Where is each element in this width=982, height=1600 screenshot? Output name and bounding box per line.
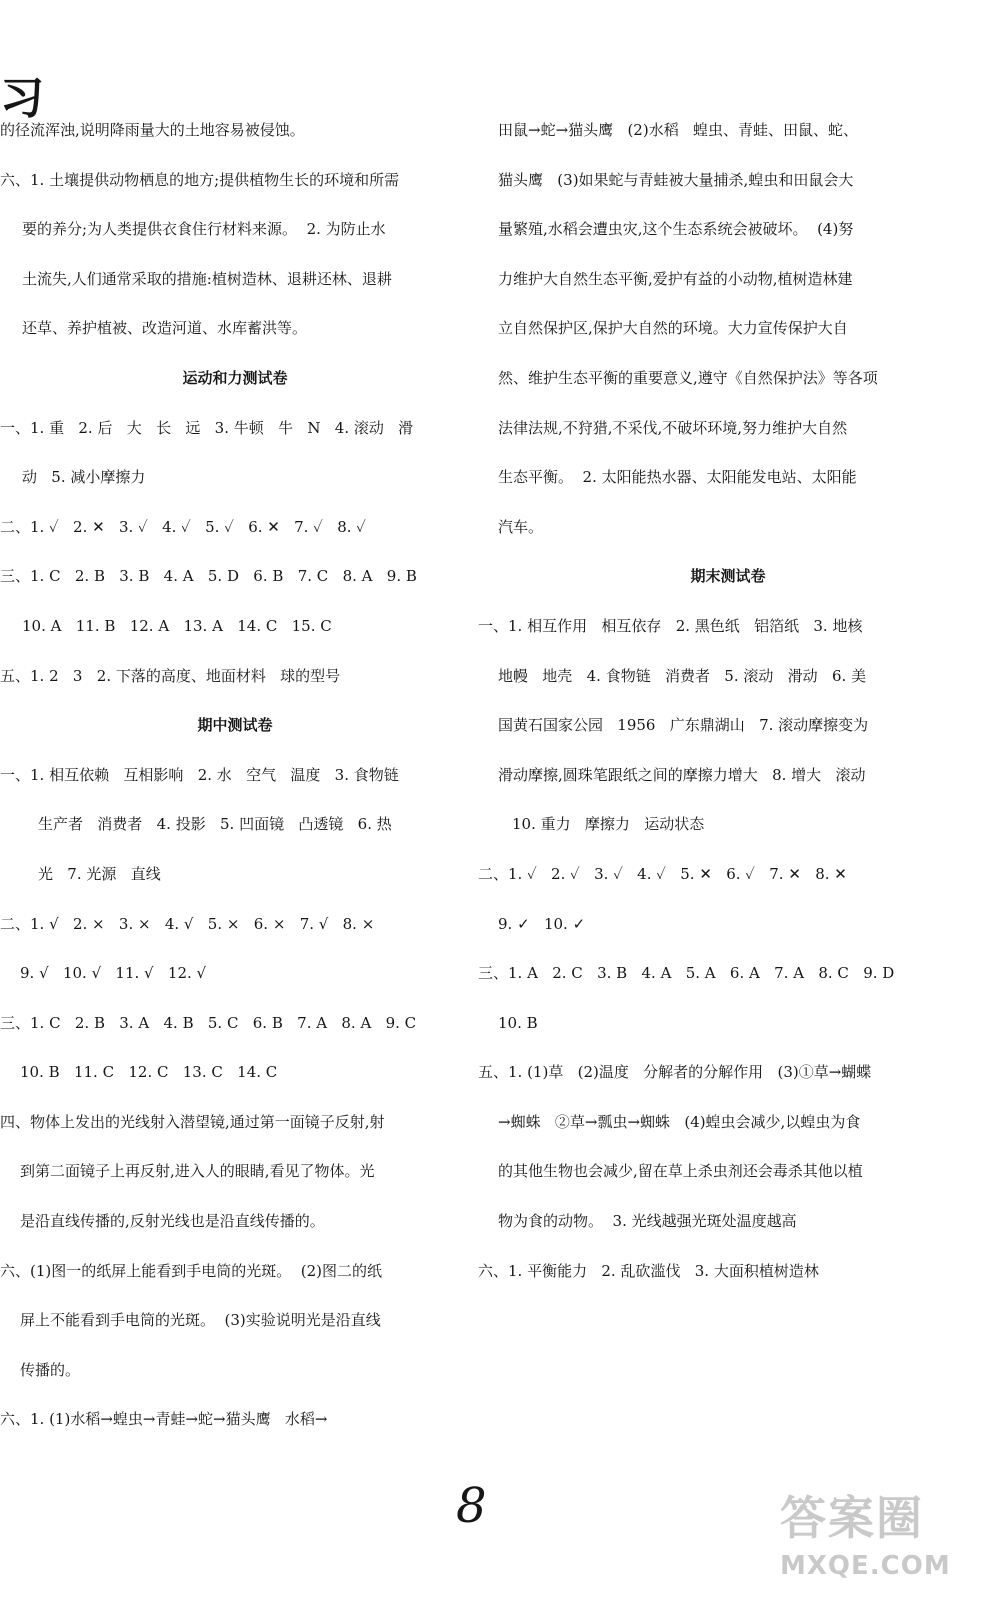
- answer-line: 二、1. ✓ 2. ✓ 3. ✓ 4. ✓ 5. ✕ 6. ✓ 7. ✕ 8. ✕: [478, 864, 847, 883]
- answer-line: 五、1. (1)草 (2)温度 分解者的分解作用 (3)①草→蝴蝶: [478, 1063, 872, 1082]
- answer-line: 屏上不能看到手电筒的光斑。 (3)实验说明光是沿直线: [20, 1311, 381, 1330]
- answer-line: 的其他生物也会减少,留在草上杀虫剂还会毒杀其他以植: [498, 1162, 863, 1181]
- answer-line: 三、1. C 2. B 3. B 4. A 5. D 6. B 7. C 8. A 9. B: [0, 567, 417, 586]
- answer-line: 10. 重力 摩擦力 运动状态: [512, 815, 705, 834]
- answer-line: 10. B 11. C 12. C 13. C 14. C: [20, 1063, 278, 1082]
- watermark-logo: [780, 1490, 976, 1598]
- answer-line: 动 5. 减小摩擦力: [22, 468, 146, 487]
- section-title: 习: [0, 73, 46, 124]
- section-heading: 期末测试卷: [690, 567, 766, 586]
- answer-line: 的径流浑浊,说明降雨量大的土地容易被侵蚀。: [0, 121, 305, 139]
- answer-line: 要的养分;为人类提供衣食住行材料来源。 2. 为防止水: [22, 220, 386, 239]
- answer-line: 量繁殖,水稻会遭虫灾,这个生态系统会被破坏。 (4)努: [498, 220, 854, 239]
- answer-line: 是沿直线传播的,反射光线也是沿直线传播的。: [20, 1212, 325, 1231]
- section-heading: 期中测试卷: [197, 716, 273, 735]
- answer-line: 生产者 消费者 4. 投影 5. 凹面镜 凸透镜 6. 热: [38, 815, 392, 834]
- answer-line: 三、1. A 2. C 3. B 4. A 5. A 6. A 7. A 8. C 9. D: [478, 964, 895, 983]
- left-column: [0, 106, 470, 1445]
- answer-line: 传播的。: [20, 1360, 81, 1379]
- answer-line: 三、1. C 2. B 3. A 4. B 5. C 6. B 7. A 8. A 9. C: [0, 1013, 417, 1032]
- answer-line: 还草、养护植被、改造河道、水库蓄洪等。: [22, 319, 308, 338]
- answer-line: 到第二面镜子上再反射,进入人的眼睛,看见了物体。光: [20, 1162, 375, 1181]
- answer-line: 9. ✓ 10. ✓: [498, 914, 586, 933]
- answer-line: 光 7. 光源 直线: [38, 864, 161, 883]
- answer-line: 一、1. 相互作用 相互依存 2. 黑色纸 铝箔纸 3. 地核: [478, 616, 863, 635]
- answer-line: 六、1. 土壤提供动物栖息的地方;提供植物生长的环境和所需: [0, 170, 400, 189]
- answer-line: 六、1. 平衡能力 2. 乱砍滥伐 3. 大面积植树造林: [478, 1261, 819, 1280]
- answer-line: 二、1. √ 2. × 3. × 4. √ 5. × 6. × 7. √ 8. ×: [0, 914, 375, 933]
- answer-line: 地幔 地壳 4. 食物链 消费者 5. 滚动 滑动 6. 美: [498, 666, 867, 685]
- answer-line: 五、1. 2 3 2. 下落的高度、地面材料 球的型号: [0, 666, 341, 685]
- answer-line: 四、物体上发出的光线射入潜望镜,通过第一面镜子反射,射: [0, 1112, 385, 1131]
- right-column: [478, 106, 978, 1296]
- answer-line: 立自然保护区,保护大自然的环境。大力宣传保护大自: [498, 319, 848, 338]
- answer-line: 汽车。: [498, 517, 544, 536]
- answer-line: 一、1. 重 2. 后 大 长 远 3. 牛顿 牛 N 4. 滚动 滑: [0, 418, 414, 437]
- answer-line: 10. A 11. B 12. A 13. A 14. C 15. C: [22, 616, 332, 635]
- section-heading: 运动和力测试卷: [182, 368, 288, 387]
- answer-line: 力维护大自然生态平衡,爱护有益的小动物,植树造林建: [498, 269, 853, 288]
- watermark-url: MXQE.COM: [780, 1551, 951, 1581]
- answer-line: 物为食的动物。 3. 光线越强光斑处温度越高: [498, 1212, 797, 1231]
- watermark-text: 答案圈: [780, 1491, 924, 1545]
- answer-line: 生态平衡。 2. 太阳能热水器、太阳能发电站、太阳能: [498, 468, 857, 487]
- answer-line: 六、(1)图一的纸屏上能看到手电筒的光斑。 (2)图二的纸: [0, 1261, 383, 1280]
- page-number: 8: [456, 1478, 487, 1534]
- answer-line: 法律法规,不狩猎,不采伐,不破坏环境,努力维护大自然: [498, 418, 848, 437]
- answer-line: →蜘蛛 ②草→瓢虫→蜘蛛 (4)蝗虫会减少,以蝗虫为食: [498, 1112, 861, 1131]
- answer-line: 国黄石国家公园 1956 广东鼎湖山 7. 滚动摩擦变为: [498, 716, 869, 735]
- answer-line: 土流失,人们通常采取的措施:植树造林、退耕还林、退耕: [22, 269, 392, 288]
- answer-line: 然、维护生态平衡的重要意义,遵守《自然保护法》等各项: [498, 368, 878, 387]
- answer-line: 10. B: [498, 1013, 538, 1032]
- answer-line: 9. √ 10. √ 11. √ 12. √: [20, 964, 207, 983]
- answer-line: 田鼠→蛇→猫头鹰 (2)水稻 蝗虫、青蛙、田鼠、蛇、: [498, 121, 858, 139]
- answer-line: 二、1. ✓ 2. ✕ 3. ✓ 4. ✓ 5. ✓ 6. ✕ 7. ✓ 8. ✓: [0, 517, 366, 536]
- answer-line: 猫头鹰 (3)如果蛇与青蛙被大量捕杀,蝗虫和田鼠会大: [498, 170, 854, 189]
- answer-line: 一、1. 相互依赖 互相影响 2. 水 空气 温度 3. 食物链: [0, 765, 399, 784]
- answer-line: 六、1. (1)水稻→蝗虫→青蛙→蛇→猫头鹰 水稻→: [0, 1410, 328, 1429]
- answer-line: 滑动摩擦,圆珠笔跟纸之间的摩擦力增大 8. 增大 滚动: [498, 765, 866, 784]
